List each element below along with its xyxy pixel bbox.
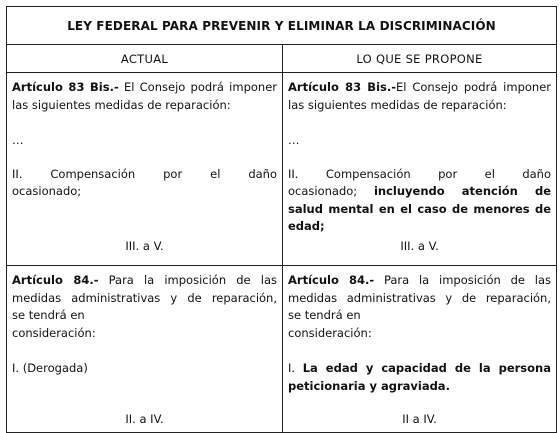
propuesta-art83bis-item2-line2 [288, 183, 551, 201]
propuesta-art84-range: II a IV. [402, 412, 437, 426]
actual-art84-intro-line3: se tendrá en [12, 308, 85, 322]
actual-art84-cell [7, 266, 283, 433]
actual-art83bis-item2-line2: ocasionado; [12, 184, 82, 198]
actual-art83bis-range: III. a V. [125, 239, 164, 253]
propuesta-art83bis-intro-line2: las siguientes medidas de reparación: [288, 97, 507, 112]
actual-art83bis-ellipsis: … [12, 133, 24, 147]
actual-art84-range: II. a IV. [125, 412, 164, 426]
propuesta-art83bis-range: III. a V. [400, 239, 439, 253]
actual-art84-intro-line1 [12, 272, 277, 290]
header-propuesta-label: LO QUE SE PROPONE [356, 51, 483, 66]
law-title-cell [7, 7, 557, 45]
actual-art83bis-intro-text1: El Consejo podrá imponer [118, 80, 277, 94]
propuesta-art84-item1-line1 [288, 360, 551, 378]
propuesta-art83bis-ellipsis: … [288, 133, 300, 147]
propuesta-art83bis-item2-bold1: incluyendo atención de [373, 184, 551, 198]
propuesta-art84-intro-line1 [288, 272, 551, 290]
propuesta-art84-item1-line2: peticionaria y agraviada. [288, 378, 450, 393]
actual-art83bis-intro-line1 [12, 79, 277, 97]
header-actual-label: ACTUAL [120, 51, 169, 66]
actual-art83bis-article: Artículo 83 Bis.- [12, 80, 119, 94]
propuesta-art84-article: Artículo 84.- [288, 273, 375, 287]
actual-art84-intro-line4: consideración: [12, 325, 96, 340]
propuesta-art84-intro-line2: medidas administrativas y de reparación, [288, 290, 551, 305]
actual-art83bis-item2-line1: II. Compensación por el daño [12, 166, 277, 181]
propuesta-art84-intro-line3: se tendrá en [288, 308, 361, 322]
propuesta-art83bis-item2-line4: edad; [288, 219, 325, 233]
propuesta-art84-item1-bold1: La edad y capacidad de la persona [302, 361, 552, 375]
propuesta-art83bis-item2-plain: ocasionado; [288, 184, 374, 198]
propuesta-art83bis-cell [283, 73, 557, 266]
propuesta-art83bis-intro-text1: El Consejo podrá imponer [396, 80, 551, 94]
actual-art84-intro-text1: Para la imposición de las [98, 273, 277, 287]
actual-art84-article: Artículo 84.- [12, 273, 99, 287]
propuesta-art83bis-intro-line1 [288, 79, 551, 97]
comparison-table [6, 6, 557, 433]
actual-art84-item1: I. (Derogada) [12, 361, 88, 375]
propuesta-art84-item1-prefix: I. [288, 361, 303, 375]
law-title: LEY FEDERAL PARA PREVENIR Y ELIMINAR LA DISCRIMINACIÓN [67, 18, 496, 33]
actual-art84-intro-line2: medidas administrativas y de reparación, [12, 290, 277, 305]
propuesta-art83bis-item2-line1: II. Compensación por el daño [288, 166, 551, 181]
propuesta-art83bis-article: Artículo 83 Bis.- [288, 80, 397, 94]
propuesta-art84-cell [283, 266, 557, 433]
propuesta-art83bis-item2-line3: salud mental en el caso de menores de [288, 201, 551, 216]
header-actual [7, 45, 283, 73]
propuesta-art84-intro-text1: Para la imposición de las [374, 273, 551, 287]
actual-art83bis-cell [7, 73, 283, 266]
propuesta-art84-intro-line4: consideración: [288, 325, 372, 340]
actual-art83bis-intro-line2: las siguientes medidas de reparación: [12, 97, 231, 112]
header-propuesta [283, 45, 557, 73]
